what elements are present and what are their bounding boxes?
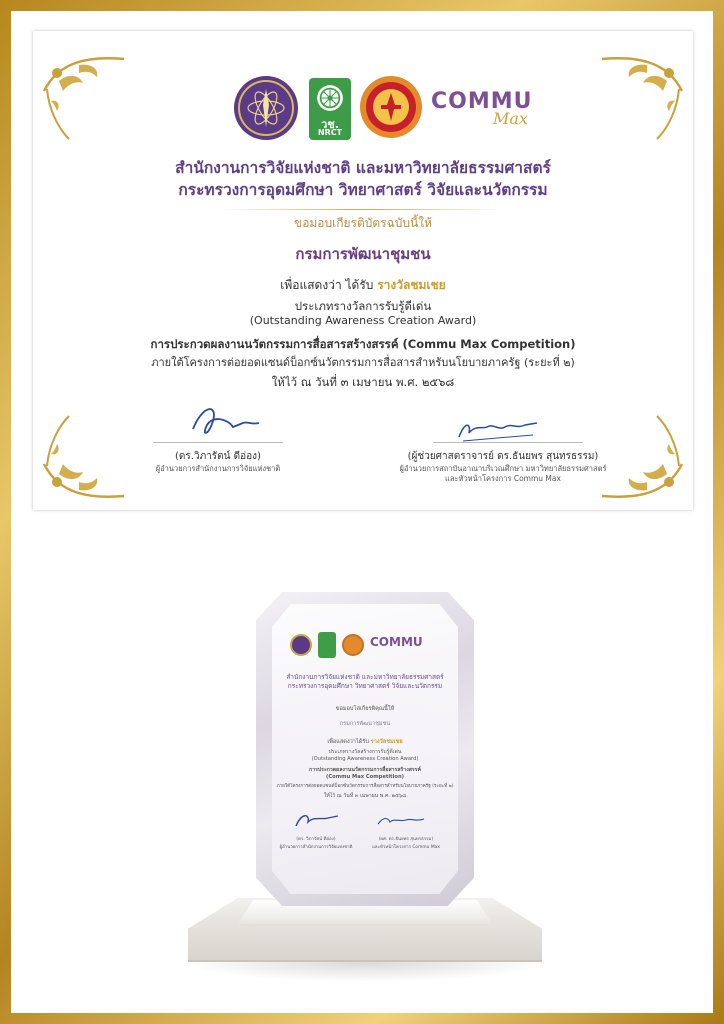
ornament-corner-icon [39,51,134,146]
ornament-corner-icon [592,51,687,146]
competition-name: การประกวดผลงานนวัตกรรมการสื่อสารสร้างสรรค์ (Commu Max Competition) [150,337,576,351]
award-level: รางวัลชมเชย [377,278,446,292]
trophy-nrct-logo [290,634,312,656]
trophy-project: ภายใต้โครงการต่อยอดแซนด์บ็อกซ์นวัตกรรมการสื่อสารสำหรับนโยบายภาครัฐ (ระยะที่ ๒) [276,784,454,789]
divider [223,209,503,210]
commu-logo-script: Max [493,109,528,128]
trophy-award-level: รางวัลชมเชย [370,739,403,745]
trophy-date: ให้ไว้ ณ วันที่ ๓ เมษายน พ.ศ. ๒๕๖๘ [323,793,407,799]
trophy-presented: ขอมอบโล่เกียรติคุณนี้ให้ [335,706,395,712]
dharma-wheel-icon [312,80,348,116]
presented-to: ขอมอบเกียรติบัตรฉบับนี้ให้ [293,216,433,230]
receive-prefix: เพื่อแสดงว่า ได้รับ [280,278,374,292]
signer-right-title-1: ผู้อำนวยการสถาบันอาณาบริเวณศึกษา มหาวิทยาลัยธรรมศาสตร์ [399,464,607,473]
recipient-name: กรมการพัฒนาชุมชน [295,245,431,263]
signer-right-name: (ผู้ช่วยศาสตราจารย์ ดร.ธันยพร สุนทรธรรม) [407,451,599,462]
thammasat-seal-logo [359,75,423,139]
trophy-signer-right-name: (ผศ. ดร.ธันยพร สุนทรธรรม) [378,837,434,842]
trophy-signer-right-title: และหัวหน้าโครงการ Commu Max [372,845,440,850]
ornament-corner-icon [39,409,134,504]
signature-left [173,399,273,443]
award-line [33,276,693,295]
trophy-signature-right [376,814,426,828]
trophy-logo-row [290,632,440,660]
trophy-signer-left-title: ผู้อำนวยการสำนักงานการวิจัยแห่งชาติ [279,845,353,850]
trophy-competition-th: การประกวดผลงานนวัตกรรมการสื่อสารสร้างสรรค์ [309,767,421,773]
award-type-th: ประเภทรางวัลการรับรู้ดีเด่น [294,299,432,313]
issue-date: ให้ไว้ ณ วันที่ ๓ เมษายน พ.ศ. ๒๕๖๘ [271,375,455,389]
nrct-green-label: วช. [321,118,339,131]
signature-line [433,442,583,443]
trophy-competition-en: (Commu Max Competition) [325,774,405,780]
trophy-commu-logo: COMMU [370,635,423,649]
certificate [33,31,693,510]
signer-left-title: ผู้อำนวยการสำนักงานการวิจัยแห่งชาติ [155,464,281,473]
trophy-content [0,570,724,990]
commu-logo-text: COMMU [431,89,533,114]
org-line-1: สำนักงานการวิจัยแห่งชาติ และมหาวิทยาลัยธรรมศาสตร์ [175,159,551,177]
org-line-2: กระทรวงการอุดมศึกษา วิทยาศาสตร์ วิจัยและนวัตกรรม [178,181,548,199]
signer-right-title-2: และหัวหน้าโครงการ Commu Max [445,474,561,483]
nrct-green-sublabel: NRCT [317,128,343,137]
trophy-recipient: กรมการพัฒนาชุมชน [339,721,391,727]
trophy-receive-prefix: เพื่อแสดงว่าได้รับ [327,739,369,745]
trophy-org-line-2: กระทรวงการอุดมศึกษา วิทยาศาสตร์ วิจัยและนวัตกรรม [287,682,443,690]
trophy-signer-left-name: (ดร. วิภารัตน์ ดีอ่อง) [296,837,336,842]
trophy-award-type-th: ประเภทรางวัลสร้างการรับรู้ดีเด่น [328,749,402,755]
trophy-org-line-1: สำนักงานการวิจัยแห่งชาติ และมหาวิทยาลัยธรรมศาสตร์ [286,673,444,681]
trophy-nrct-green-logo [318,632,336,658]
signature-right [453,415,543,445]
award-type-en: (Outstanding Awareness Creation Award) [249,314,477,327]
signature-line [153,442,283,443]
nrct-green-logo [309,78,351,140]
project-name: ภายใต้โครงการต่อยอดแซนด์บ็อกซ์นวัตกรรมการสื่อสารสำหรับนโยบายภาครัฐ (ระยะที่ ๒) [151,356,575,369]
trophy-signature-left [292,810,342,830]
trophy-award-type-en: (Outstanding Awareness Creation Award) [311,756,419,762]
signer-left-name: (ดร.วิภารัตน์ ดีอ่อง) [175,451,261,462]
nrct-seal-logo [233,75,299,141]
commu-max-logo [431,89,551,133]
logo-row [233,75,553,145]
trophy-tu-logo [342,634,364,656]
trophy-award-line [264,738,466,746]
